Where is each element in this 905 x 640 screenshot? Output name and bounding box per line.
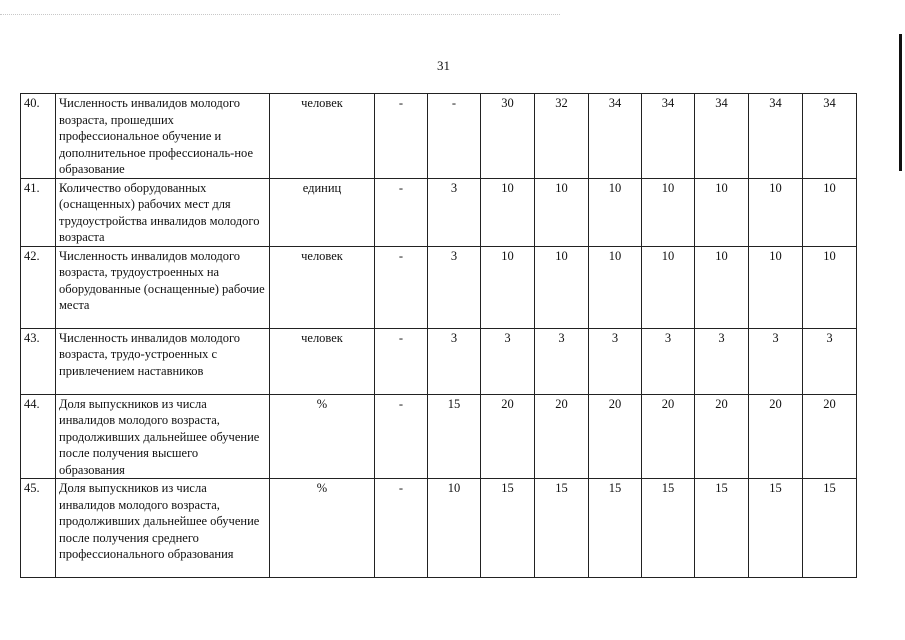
- value-cell: 34: [642, 94, 695, 179]
- row-number-cell: 43.: [21, 328, 56, 394]
- value-cell: 15: [481, 479, 535, 578]
- indicator-name-cell: Доля выпускников из числа инвалидов молодого возраста, продолживших дальнейшее обучение после получения высшего образования: [56, 394, 270, 479]
- value-cell: -: [375, 328, 428, 394]
- value-cell: 3: [749, 328, 803, 394]
- value-cell: 10: [481, 246, 535, 328]
- value-cell: 10: [535, 246, 589, 328]
- value-cell: 34: [749, 94, 803, 179]
- value-cell: -: [375, 178, 428, 246]
- value-cell: 20: [803, 394, 857, 479]
- value-cell: 3: [642, 328, 695, 394]
- value-cell: 3: [428, 246, 481, 328]
- table-row: [21, 178, 857, 246]
- value-cell: 3: [481, 328, 535, 394]
- table-row: [21, 246, 857, 328]
- value-cell: 3: [803, 328, 857, 394]
- value-cell: 10: [642, 246, 695, 328]
- value-cell: 10: [803, 178, 857, 246]
- value-cell: 10: [642, 178, 695, 246]
- value-cell: 10: [428, 479, 481, 578]
- row-number-cell: 44.: [21, 394, 56, 479]
- unit-cell: человек: [270, 328, 375, 394]
- value-cell: -: [375, 479, 428, 578]
- value-cell: -: [375, 94, 428, 179]
- row-number-cell: 45.: [21, 479, 56, 578]
- value-cell: 10: [481, 178, 535, 246]
- value-cell: 15: [535, 479, 589, 578]
- value-cell: 10: [803, 246, 857, 328]
- unit-cell: человек: [270, 246, 375, 328]
- value-cell: 20: [481, 394, 535, 479]
- value-cell: 10: [749, 246, 803, 328]
- value-cell: 20: [535, 394, 589, 479]
- value-cell: 34: [803, 94, 857, 179]
- scan-artifact-edge-mark: [899, 34, 902, 171]
- value-cell: 15: [803, 479, 857, 578]
- indicator-name-cell: Численность инвалидов молодого возраста, прошедших профессиональное обучение и дополнительное профессиональ-ное образование: [56, 94, 270, 179]
- unit-cell: единиц: [270, 178, 375, 246]
- value-cell: 30: [481, 94, 535, 179]
- indicators-table: [20, 93, 857, 578]
- value-cell: 15: [428, 394, 481, 479]
- value-cell: 15: [589, 479, 642, 578]
- indicator-name-cell: Доля выпускников из числа инвалидов молодого возраста, продолживших дальнейшее обучение после получения среднего профессионального образования: [56, 479, 270, 578]
- value-cell: 20: [749, 394, 803, 479]
- value-cell: 20: [695, 394, 749, 479]
- value-cell: 3: [428, 328, 481, 394]
- value-cell: 10: [695, 246, 749, 328]
- value-cell: 32: [535, 94, 589, 179]
- row-number-cell: 41.: [21, 178, 56, 246]
- indicator-name-cell: Численность инвалидов молодого возраста, трудоустроенных на оборудованные (оснащенные) рабочие места: [56, 246, 270, 328]
- table-row: [21, 479, 857, 578]
- value-cell: -: [375, 246, 428, 328]
- value-cell: 34: [589, 94, 642, 179]
- value-cell: 10: [749, 178, 803, 246]
- value-cell: -: [428, 94, 481, 179]
- value-cell: 3: [428, 178, 481, 246]
- value-cell: 10: [589, 246, 642, 328]
- value-cell: 20: [589, 394, 642, 479]
- value-cell: 15: [695, 479, 749, 578]
- value-cell: 10: [589, 178, 642, 246]
- value-cell: 10: [695, 178, 749, 246]
- value-cell: 3: [535, 328, 589, 394]
- row-number-cell: 42.: [21, 246, 56, 328]
- value-cell: 3: [695, 328, 749, 394]
- unit-cell: %: [270, 479, 375, 578]
- table-row: [21, 94, 857, 179]
- table-row: [21, 394, 857, 479]
- table-row: [21, 328, 857, 394]
- scan-artifact-dots: [0, 14, 560, 19]
- unit-cell: человек: [270, 94, 375, 179]
- value-cell: -: [375, 394, 428, 479]
- value-cell: 20: [642, 394, 695, 479]
- table-body: [21, 94, 857, 578]
- value-cell: 15: [749, 479, 803, 578]
- unit-cell: %: [270, 394, 375, 479]
- value-cell: 34: [695, 94, 749, 179]
- indicator-name-cell: Численность инвалидов молодого возраста, трудо-устроенных с привлечением наставников: [56, 328, 270, 394]
- indicator-name-cell: Количество оборудованных (оснащенных) рабочих мест для трудоустройства инвалидов молодого возраста: [56, 178, 270, 246]
- value-cell: 15: [642, 479, 695, 578]
- page-number: 31: [437, 58, 450, 73]
- row-number-cell: 40.: [21, 94, 56, 179]
- value-cell: 3: [589, 328, 642, 394]
- value-cell: 10: [535, 178, 589, 246]
